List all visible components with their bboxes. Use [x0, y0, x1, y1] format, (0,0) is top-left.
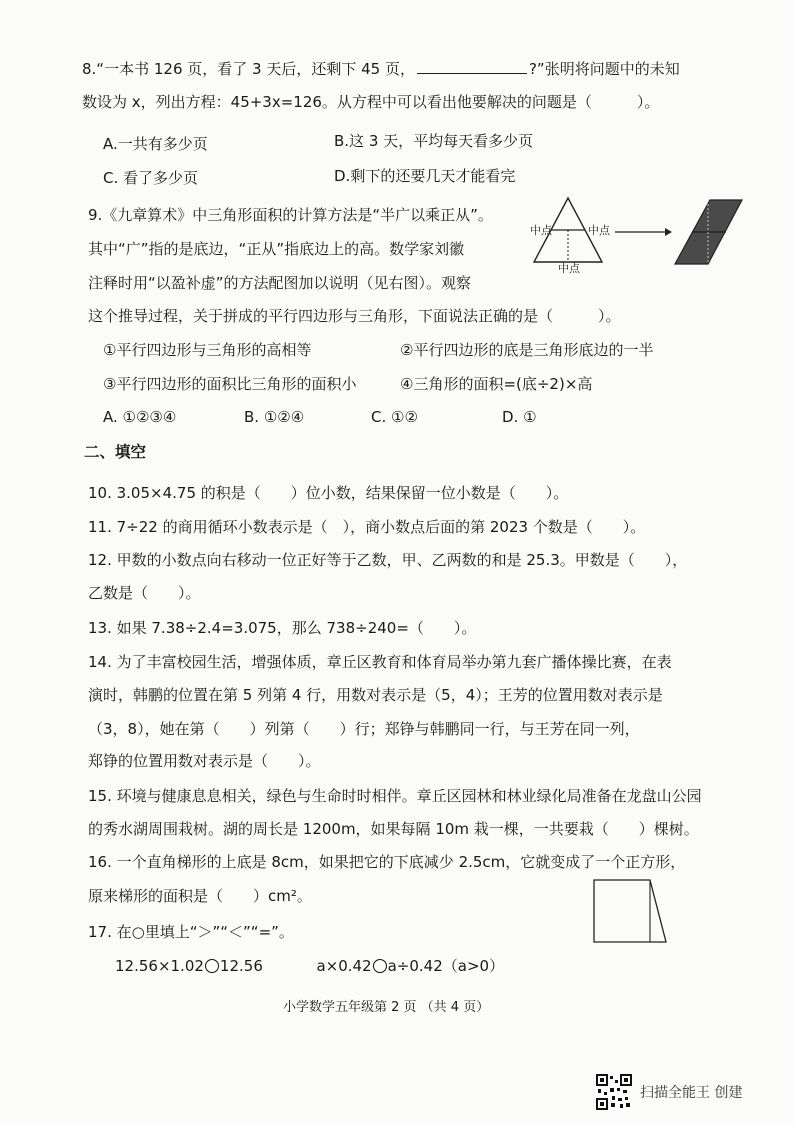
q9-line2: 其中“广”指的是底边，“正从”指底边上的高。数学家刘徽: [88, 240, 465, 258]
q9-option-d[interactable]: D. ①: [502, 408, 537, 426]
q8-line2: 数设为 x，列出方程：45+3x=126。从方程中可以看出他要解决的问题是（ ）。: [82, 93, 660, 111]
q17-line1: 17. 在○里填上“＞”“＜”“=”。: [88, 923, 294, 941]
q16-line1: 16. 一个直角梯形的上底是 8cm，如果把它的下底减少 2.5cm，它就变成了一个正方形，: [88, 853, 686, 871]
q9-statement-3: ③平行四边形的面积比三角形的面积小: [103, 375, 357, 393]
q9-fig-midpoint-bottom: 中点: [558, 262, 580, 275]
q16-line2: 原来梯形的面积是（ ）cm²。: [88, 887, 312, 905]
q14-line3: （3，8），她在第（ ）列第（ ）行；郑铮与韩鹏同一行，与王芳在同一列，: [88, 720, 640, 738]
compare-circle-1[interactable]: [205, 959, 219, 973]
page-footer: 小学数学五年级第 2 页 （共 4 页）: [283, 1000, 490, 1015]
q9-line1: 9.《九章算术》中三角形面积的计算方法是“半广以乘正从”。: [88, 206, 493, 224]
q12-line1: 12. 甲数的小数点向右移动一位正好等于乙数，甲、乙两数的和是 25.3。甲数是（ ），: [88, 551, 688, 569]
q14-line1: 14. 为了丰富校园生活，增强体质，章丘区教育和体育局举办第九套广播体操比赛，在表: [88, 653, 672, 671]
scanner-watermark: 扫描全能王 创建: [640, 1085, 743, 1101]
q9-line3: 注释时用“以盈补虚”的方法配图加以说明（见右图）。观察: [88, 274, 472, 292]
q10: 10. 3.05×4.75 的积是（ ）位小数，结果保留一位小数是（ ）。: [88, 484, 569, 502]
q9-statement-1: ①平行四边形与三角形的高相等: [103, 341, 312, 359]
qr-code-icon: [596, 1074, 632, 1110]
q8-option-d[interactable]: D.剩下的还要几天才能看完: [334, 167, 516, 185]
q9-fig-midpoint-right: 中点: [588, 224, 610, 237]
q9-option-b[interactable]: B. ①②④: [244, 408, 305, 426]
q8-answer-blank[interactable]: [417, 58, 527, 74]
q9-line4: 这个推导过程，关于拼成的平行四边形与三角形，下面说法正确的是（ ）。: [88, 307, 621, 325]
q14-line4: 郑铮的位置用数对表示是（ ）。: [88, 752, 321, 770]
q15-line2: 的秀水湖周围栽树。湖的周长是 1200m，如果每隔 10m 栽一棵，一共要栽（ ）棵树。: [88, 820, 699, 838]
q9-statement-2: ②平行四边形的底是三角形底边的一半: [400, 341, 654, 359]
q9-option-a[interactable]: A. ①②③④: [103, 408, 177, 426]
q8-option-b[interactable]: B.这 3 天，平均每天看多少页: [334, 132, 534, 150]
q8-option-c[interactable]: C. 看了多少页: [103, 169, 199, 187]
q11: 11. 7÷22 的商用循环小数表示是（ ），商小数点后面的第 2023 个数是（ ）。: [88, 518, 646, 536]
section-heading-fill-blank: 二、填空: [84, 443, 147, 461]
q15-line1: 15. 环境与健康息息相关，绿色与生命时时相伴。章丘区园林和林业绿化局准备在龙盘山公园: [88, 787, 702, 805]
q8-option-a[interactable]: A.一共有多少页: [103, 135, 208, 153]
q9-option-c[interactable]: C. ①②: [371, 408, 418, 426]
q17-expressions: 12.56×1.02 12.56 a×0.42 a÷0.42（a>0）: [115, 957, 505, 975]
q12-line2: 乙数是（ ）。: [88, 584, 201, 602]
q13: 13. 如果 7.38÷2.4=3.075，那么 738÷240=（ ）。: [88, 619, 477, 637]
compare-circle-2[interactable]: [373, 959, 387, 973]
q16-trapezoid-figure: [592, 878, 672, 946]
q8-line1: 8.“一本书 126 页，看了 3 天后，还剩下 45 页， ?”张明将问题中的未知: [82, 60, 680, 78]
q14-line2: 演时，韩鹏的位置在第 5 列第 4 行，用数对表示是（5，4）；王芳的位置用数对表示是: [88, 686, 663, 704]
q9-fig-midpoint-left: 中点: [530, 224, 552, 237]
q9-statement-4: ④三角形的面积=(底÷2)×高: [400, 375, 593, 393]
